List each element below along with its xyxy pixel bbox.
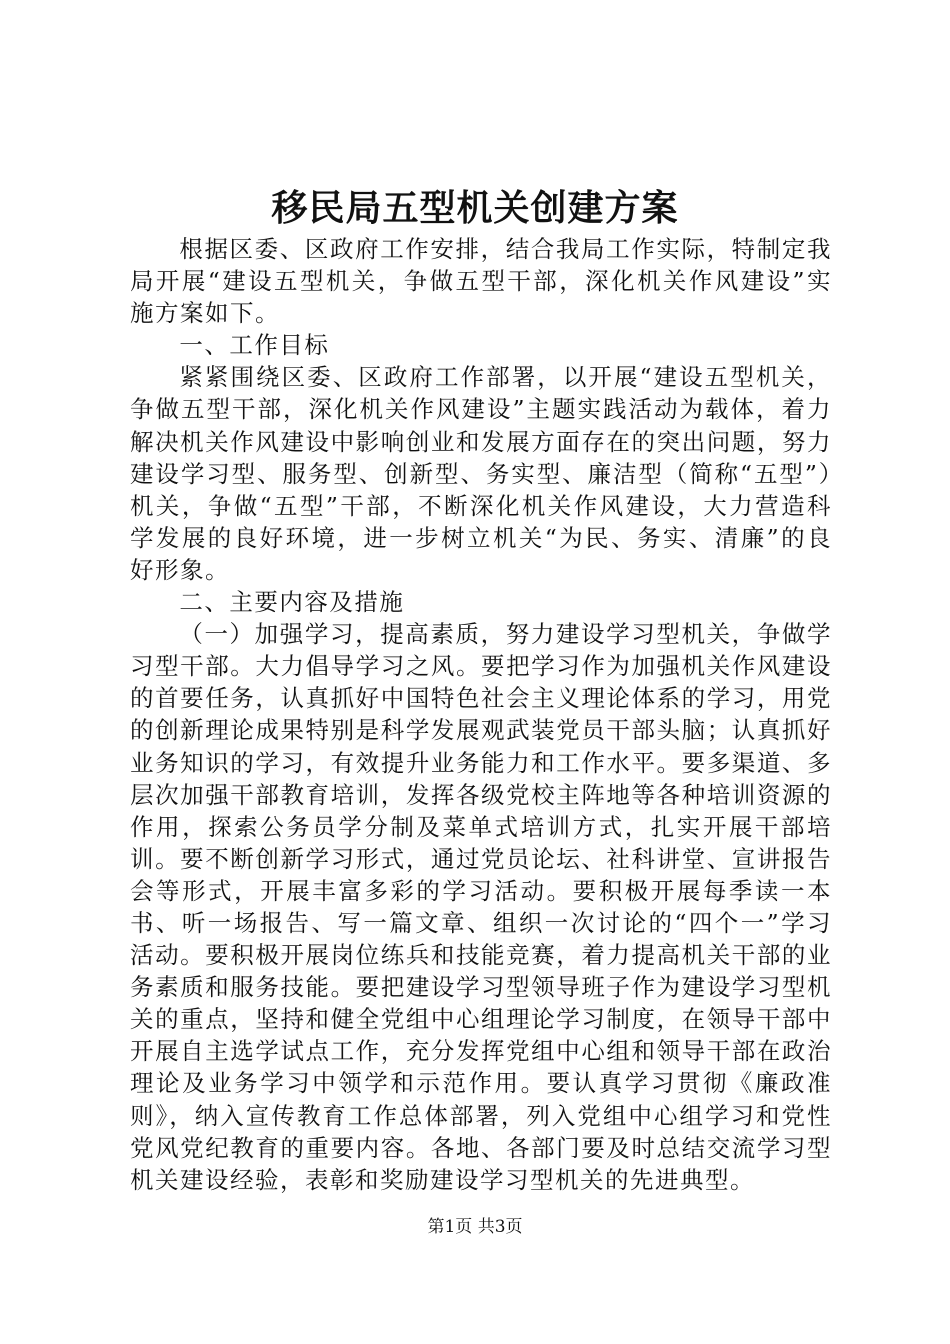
measures-paragraph-1: （一）加强学习，提高素质，努力建设学习型机关，争做学习型干部。大力倡导学习之风。要把学习作为加强机关作风建设的首要任务，认真抓好中国特色社会主义理论体系的学习，用党的创新理论成果特别是科学发展观武装党员干部头脑；认真抓好业务知识的学习，有效提升业务能力和工作水平。要多渠道、多层次加强干部教育培训，发挥各级党校主阵地等各种培训资源的作用，探索公务员学分制及菜单式培训方式，扎实开展干部培训。要不断创新学习形式，通过党员论坛、社科讲堂、宣讲报告会等形式，开展丰富多彩的学习活动。要积极开展每季读一本书、听一场报告、写一篇文章、组织一次讨论的“四个一”学习活动。要积极开展岗位练兵和技能竞赛，着力提高机关干部的业务素质和服务技能。要把建设学习型领导班子作为建设学习型机关的重点，坚持和健全党组中心组理论学习制度，在领导干部中开展自主选学试点工作，充分发挥党组中心组和领导干部在政治理论及业务学习中领学和示范作用。要认真学习贯彻《廉政准则》，纳入宣传教育工作总体部署，列入党组中心组学习和党性党风党纪教育的重要内容。各地、各部门要及时总结交流学习型机关建设经验，表彰和奖励建设学习型机关的先进典型。 bbox=[130, 620, 832, 1194]
goals-paragraph: 紧紧围绕区委、区政府工作部署，以开展“建设五型机关，争做五型干部，深化机关作风建设”主题实践活动为载体，着力解决机关作风建设中影响创业和发展方面存在的突出问题，努力建设学习型、服务型、创新型、务实型、廉洁型（简称“五型”）机关，争做“五型”干部，不断深化机关作风建设，大力营造科学发展的良好环境，进一步树立机关“为民、务实、清廉”的良好形象。 bbox=[130, 363, 832, 584]
document-title: 移民局五型机关创建方案 bbox=[271, 187, 679, 229]
section-heading-goals: 一、工作目标 bbox=[179, 331, 330, 360]
section-heading-measures: 二、主要内容及措施 bbox=[179, 588, 405, 617]
intro-paragraph: 根据区委、区政府工作安排，结合我局工作实际，特制定我局开展“建设五型机关，争做五型干部，深化机关作风建设”实施方案如下。 bbox=[130, 235, 832, 328]
document-body bbox=[130, 233, 832, 1196]
page-footer: 第1页 共3页 bbox=[427, 1217, 523, 1237]
